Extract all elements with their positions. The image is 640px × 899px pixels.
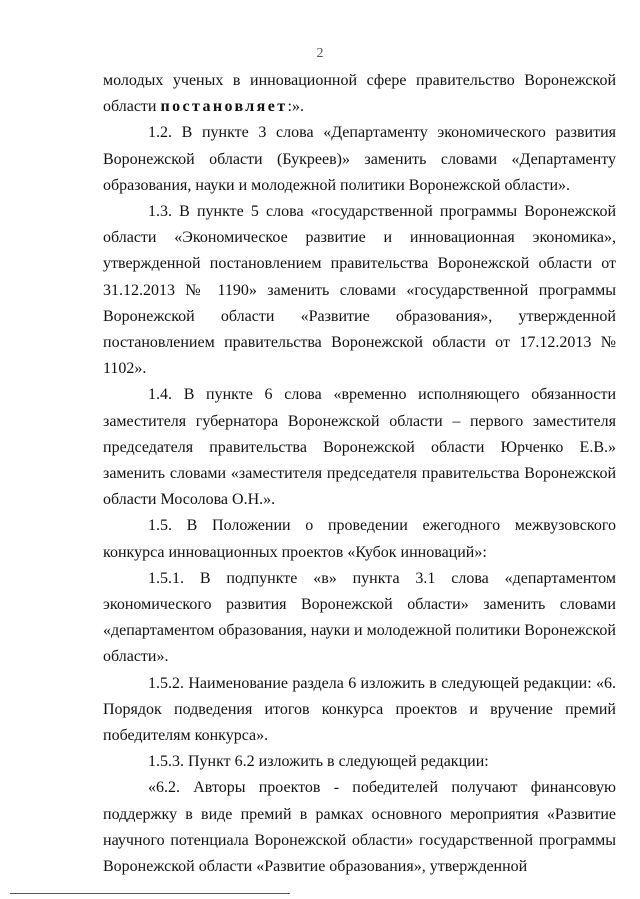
paragraph-1-2: 1.2. В пункте 3 слова «Департаменту экономического развития Воронежской области (Букреев)» заменить словами «Департаменту образования, науки и молодежной политики Воронежской области». bbox=[103, 124, 616, 194]
emphasis-text: постановляет bbox=[160, 98, 288, 116]
paragraph-1-4: 1.4. В пункте 6 слова «временно исполняющего обязанности заместителя губернатора Воронежской области – первого заместителя председателя правительства Воронежской области Юрченко Е.В.» заменить словами «заместителя председателя правительства Воронежской области Мосолова О.Н.». bbox=[103, 386, 616, 509]
page-number: 2 bbox=[316, 46, 324, 61]
paragraph-6-2-quote: «6.2. Авторы проектов - победителей получают финансовую поддержку в виде премий в рамках основного мероприятия «Развитие научного потенциала Воронежской области» государственной программы Воронежской области «Развитие образования», утвержденной bbox=[103, 779, 616, 876]
paragraph-resolution-clause bbox=[103, 68, 616, 120]
paragraph-1-3: 1.3. В пункте 5 слова «государственной программы Воронежской области «Экономическое развитие и инновационная экономика», утвержденной постановлением правительства Воронежской области от 31.12.2013 № 1190» заменить словами «государственной программы Воронежской области «Развитие образования», утвержденной постановлением правительства Воронежской области от 17.12.2013 № 1102». bbox=[103, 203, 616, 378]
paragraph-1-5-2: 1.5.2. Наименование раздела 6 изложить в следующей редакции: «6. Порядок подведения итогов конкурса проектов и вручение премий победителям конкурса». bbox=[103, 674, 616, 745]
document-body bbox=[103, 68, 616, 880]
paragraph-1-5-3: 1.5.3. Пункт 6.2 изложить в следующей редакции: bbox=[148, 753, 489, 771]
paragraph-text: :». bbox=[287, 98, 304, 116]
paragraph-1-5: 1.5. В Положении о проведении ежегодного межвузовского конкурса инновационных проектов «Кубок инноваций»: bbox=[103, 517, 616, 561]
paragraph-1-5-1: 1.5.1. В подпункте «в» пункта 3.1 слова «департаментом экономического развития Воронежской области» заменить словами «департаментом образования, науки и молодежной политики Воронежской области». bbox=[103, 569, 616, 666]
paragraph-text: молодых ученых в инновационной сфере правительство Воронежской области bbox=[103, 72, 616, 116]
scan-edge-line bbox=[10, 893, 290, 894]
